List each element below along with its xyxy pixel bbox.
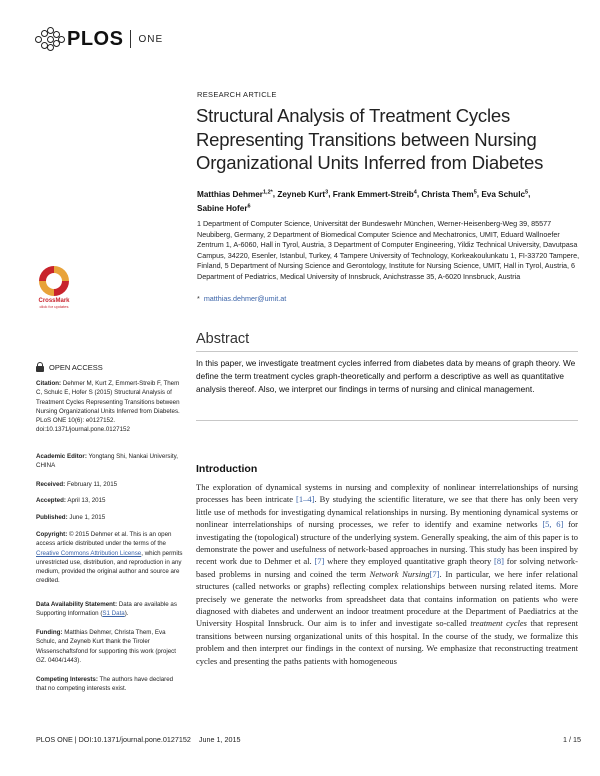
funding-block	[36, 628, 184, 665]
lock-icon	[36, 362, 44, 372]
competing-interests-text: The authors have declared that no competing interests exist.	[36, 676, 174, 693]
accepted-label: Accepted:	[36, 497, 66, 504]
published-label: Published:	[36, 514, 68, 521]
published-block	[36, 513, 184, 522]
email-link[interactable]: matthias.dehmer@umit.at	[203, 294, 287, 303]
article-type: RESEARCH ARTICLE	[197, 90, 277, 99]
abstract-divider-top	[196, 351, 578, 352]
citation-label: Citation:	[36, 380, 62, 387]
citation-link[interactable]: [8]	[494, 556, 504, 567]
journal-logo	[35, 26, 163, 52]
article-title: Structural Analysis of Treatment Cycles Representing Transitions between Nursing Organizational Units Inferred from Diabetes	[196, 105, 544, 173]
introduction-text: The exploration of dynamical systems in nursing and complexity of nonlinear interrelationships of nursing processes has been intricate [1–4]. By studying the scientific literature, we see that there has only been very little use of methods for investigating dynamical relationships in nursing. By mentioning dynamical systems or nonlinear interrelationships of nursing processes, we refer to identify and examine networks [5, 6] for investigating the (topological) structure of the underlying system. Generally speaking, the aim of this paper is to demonstrate the power and usefulness of network-based approaches in nursing. This study has been inspired by recent work due to Dehmer et al. [7] where they employed quantitative graph theory [8] for solving network-based problems in nursing and coined the term Network Nursing[7]. In particular, we here infer relational structures (called networks or graphs) reflecting complex relationships between nursing related items. More precisely we generate the networks from spreadsheet data that contains information on patients who were diagnosed with diabetes and underwent an indoor treatment procedure at the Department of Paediatrics at the University Hospital Innsbruck. Our aim is to infer and investigate so-called treatment cycles that represent transitions between nursing organizational units of this hospital. In the course of the study, we formalize this problem and then interpret our findings in the context of nursing. We emphasize that reconstructing treatment cycles and presenting the paths patients with homogeneous	[196, 482, 579, 666]
received-label: Received:	[36, 481, 66, 488]
editor-block	[36, 452, 184, 471]
author[interactable]: Eva Schulc$^5$	[481, 189, 529, 199]
competing-interests-label: Competing Interests:	[36, 676, 98, 683]
author[interactable]: Frank Emmert-Streib$^4$	[332, 189, 417, 199]
plos-logo-icon	[35, 27, 65, 51]
data-availability-label: Data Availability Statement:	[36, 601, 118, 608]
s1-data-link[interactable]: S1 Data	[102, 610, 125, 618]
citation-block	[36, 379, 184, 435]
author[interactable]: Sabine Hofer$^6$	[197, 203, 251, 214]
abstract-text: In this paper, we investigate treatment cycles inferred from diabetes data by means of graph theory. We define the term treatment cycles graph-theoretically and perform a descriptive as well as quantitative analysis thereof. Also, we interpret our findings in terms of nursing and clinical management.	[196, 358, 576, 395]
accepted-block	[36, 496, 184, 505]
editor-text: Yongtang Shi, Nankai University, CHINA	[36, 453, 178, 470]
abstract-heading: Abstract	[196, 331, 250, 347]
competing-interests-block	[36, 675, 184, 694]
page-number: 1 / 15	[563, 735, 581, 744]
citation-link[interactable]: [5, 6]	[542, 519, 564, 530]
copyright-block	[36, 530, 184, 586]
page-footer	[36, 735, 581, 744]
affiliations: 1 Department of Computer Science, Universität der Bundeswehr München, Werner-Heisenberg-Weg 39, 85577 Neubiberg, Germany, 2 Department of Biomedical Computer Science and Mechatronics, UMIT, Eduard Wallnoefer Zentrum 1, A-6060, Hall in Tyrol, Austria, 3 Department of Computer Engineering, Yildiz Technical University, Davutpasa Campus, 34220, Esenler, Istanbul, Turkey, 4 Tampere University of Technology, Korkeakoulunkatu 1, FI-33720 Tampere, Finland, 5 Department of Nursing Science and Gerontology, Institute for Nursing Science, UMIT, Hall in Tyrol, Austria, 6 Department of Pediatrics, Medical University of Innsbruck, Anichstrasse 35, A-6020 Innsbruck, Austria	[197, 219, 580, 281]
crossmark-sub: click for updates	[39, 304, 69, 309]
author[interactable]: Zeyneb Kurt$^3$	[277, 189, 329, 199]
logo-brand: PLOS	[67, 27, 124, 50]
crossmark-icon	[39, 266, 69, 296]
introduction-heading: Introduction	[196, 463, 258, 475]
logo-divider	[130, 30, 131, 48]
corresponding-mark: *	[197, 294, 200, 303]
open-access-label: OPEN ACCESS	[49, 362, 103, 372]
published-date: June 1, 2015	[69, 514, 106, 521]
funding-label: Funding:	[36, 629, 63, 636]
author[interactable]: Christa Them$^5$	[421, 189, 477, 199]
received-date: February 11, 2015	[66, 481, 118, 488]
citation-text: Dehmer M, Kurt Z, Emmert-Streib F, Them C, Schulc E, Hofer S (2015) Structural Analysis of Treatment Cycles Representing Transitions between Nursing Organizational Units Inferred from Diabetes. PLoS ONE 10(6): e0127152. doi:10.1371/journal.pone.0127152	[36, 380, 180, 434]
editor-label: Academic Editor:	[36, 453, 87, 460]
funding-text: Matthias Dehmer, Christa Them, Eva Schulc, and Zeyneb Kurt thank the Tiroler Wissenschaftsfond for supporting this work (project GZ. 0404/1443).	[36, 629, 176, 664]
author-list: Matthias Dehmer$^{1,2*}$, Zeyneb Kurt$^3$, Frank Emmert-Streib$^4$, Christa Them$^5$, Eva Schulc$^5$, Sabine Hofer$^6$	[197, 189, 531, 214]
crossmark-label: CrossMark	[38, 298, 70, 304]
data-availability-block	[36, 600, 184, 619]
data-availability-end: ).	[124, 610, 129, 618]
abstract-divider-bottom	[196, 420, 578, 421]
accepted-date: April 13, 2015	[67, 497, 106, 504]
corresponding-author	[197, 294, 286, 303]
citation-link[interactable]: [7]	[429, 568, 440, 579]
copyright-text-end: , which permits unrestricted use, distribution, and reproduction in any medium, provided the original author and source are credited.	[36, 549, 183, 585]
citation-link[interactable]: [7]	[314, 556, 325, 567]
author[interactable]: Matthias Dehmer$^{1,2*}$	[197, 189, 273, 199]
crossmark-badge[interactable]	[36, 266, 72, 309]
citation-link[interactable]: [1–4]	[296, 494, 315, 505]
open-access-badge	[36, 362, 103, 372]
data-availability-text: Data are available as Supporting Information (	[36, 601, 177, 618]
received-block	[36, 480, 184, 489]
copyright-label: Copyright:	[36, 531, 68, 538]
logo-journal: ONE	[138, 33, 164, 45]
copyright-text: © 2015 Dehmer et al. This is an open access article distributed under the terms of the	[36, 531, 172, 548]
license-link[interactable]: Creative Commons Attribution License	[36, 549, 142, 557]
footer-doi: PLOS ONE | DOI:10.1371/journal.pone.0127152 June 1, 2015	[36, 735, 241, 744]
